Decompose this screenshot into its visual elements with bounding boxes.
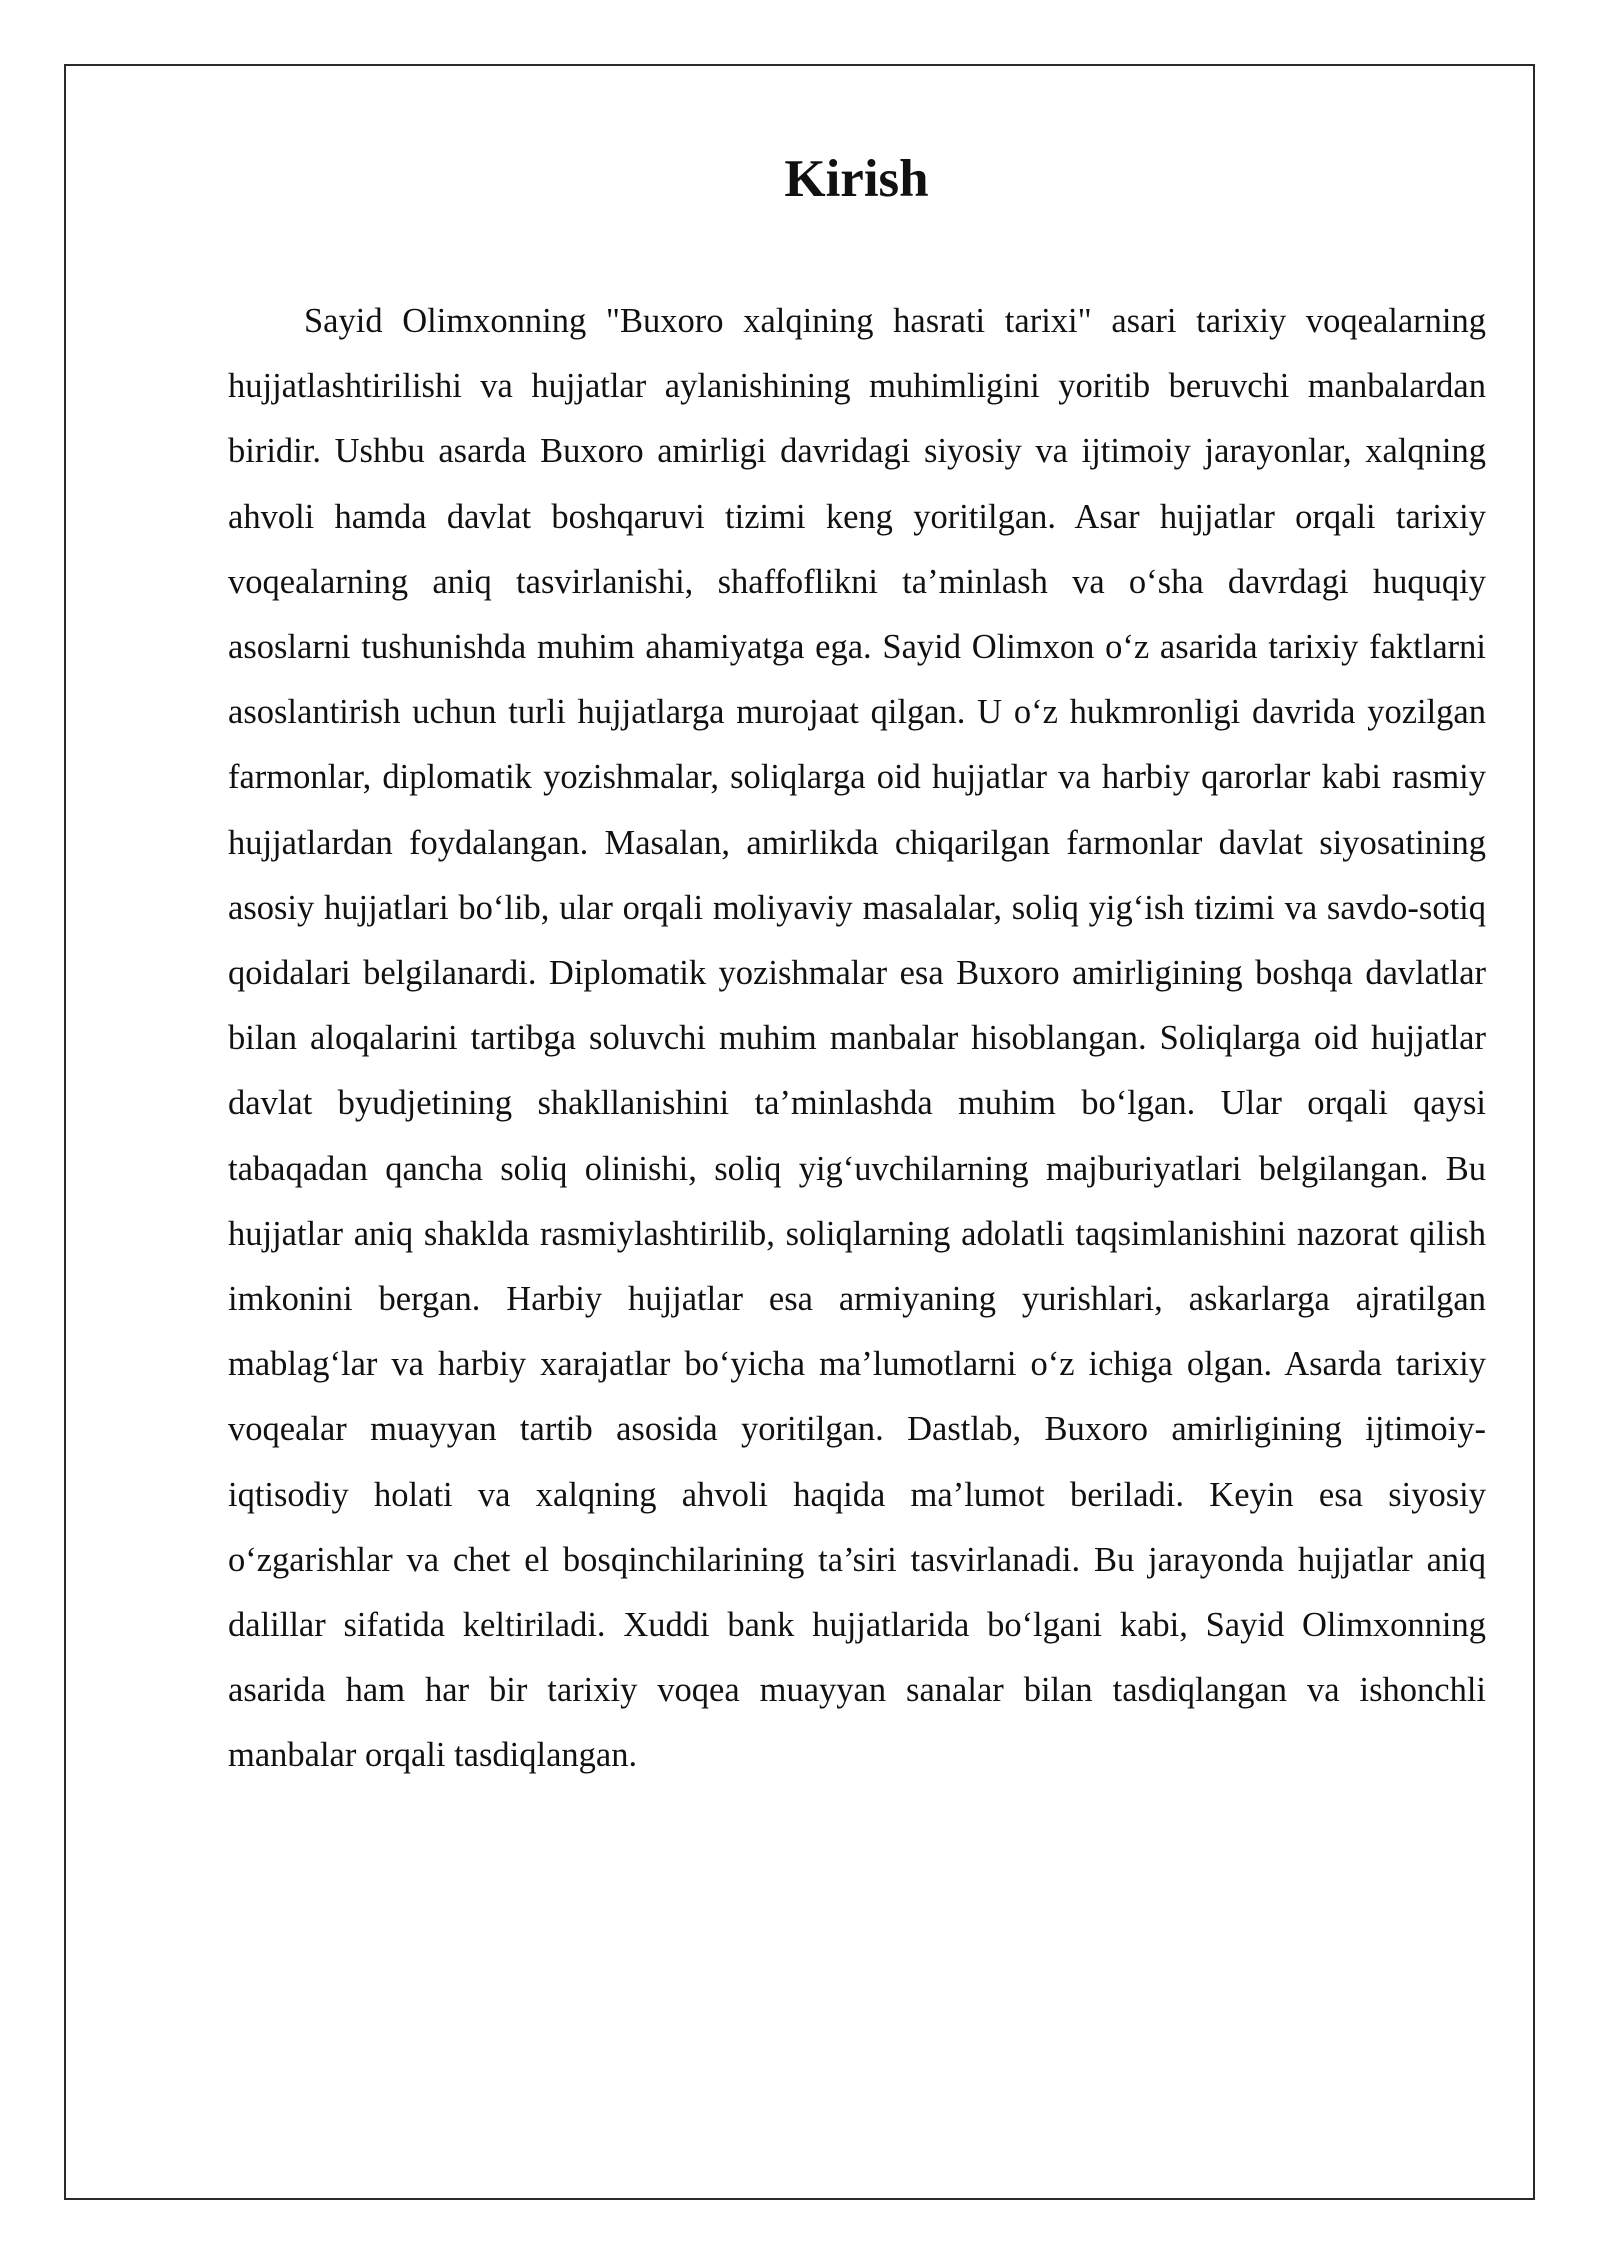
document-title: Kirish [784,150,929,208]
document-body-paragraph: Sayid Olimxonning "Buxoro xalqining hasrati tarixi" asari tarixiy voqealarning hujjatlashtirilishi va hujjatlar aylanishining muhimligini yoritib beruvchi manbalardan biridir. Ushbu asarda Buxoro amirligi davridagi siyosiy va ijtimoiy jarayonlar, xalqning ahvoli hamda davlat boshqaruvi tizimi keng yoritilgan. Asar hujjatlar orqali tarixiy voqealarning aniq tasvirlanishi, shaffoflikni ta’minlash va o‘sha davrdagi huquqiy asoslarni tushunishda muhim ahamiyatga ega. Sayid Olimxon o‘z asarida tarixiy faktlarni asoslantirish uchun turli hujjatlarga murojaat qilgan. U o‘z hukmronligi davrida yozilgan farmonlar, diplomatik yozishmalar, soliqlarga oid hujjatlar va harbiy qarorlar kabi rasmiy hujjatlardan foydalangan. Masalan, amirlikda chiqarilgan farmonlar davlat siyosatining asosiy hujjatlari bo‘lib, ular orqali moliyaviy masalalar, soliq yig‘ish tizimi va savdo-sotiq qoidalari belgilanardi. Diplomatik yozishmalar esa Buxoro amirligining boshqa davlatlar bilan aloqalarini tartibga soluvchi muhim manbalar hisoblangan. Soliqlarga oid hujjatlar davlat byudjetining shakllanishini ta’minlashda muhim bo‘lgan. Ular orqali qaysi tabaqadan qancha soliq olinishi, soliq yig‘uvchilarning majburiyatlari belgilangan. Bu hujjatlar aniq shaklda rasmiylashtirilib, soliqlarning adolatli taqsimlanishini nazorat qilish imkonini bergan. Harbiy hujjatlar esa armiyaning yurishlari, askarlarga ajratilgan mablag‘lar va harbiy xarajatlar bo‘yicha ma’lumotlarni o‘z ichiga olgan. Asarda tarixiy voqealar muayyan tartib asosida yoritilgan. Dastlab, Buxoro amirligining ijtimoiy-iqtisodiy holati va xalqning ahvoli haqida ma’lumot beriladi. Keyin esa siyosiy o‘zgarishlar va chet el bosqinchilarining ta’siri tasvirlanadi. Bu jarayonda hujjatlar aniq dalillar sifatida keltiriladi. Xuddi bank hujjatlarida bo‘lgani kabi, Sayid Olimxonning asarida ham har bir tarixiy voqea muayyan sanalar bilan tasdiqlangan va ishonchli manbalar orqali tasdiqlangan. [228,302,1486,1775]
